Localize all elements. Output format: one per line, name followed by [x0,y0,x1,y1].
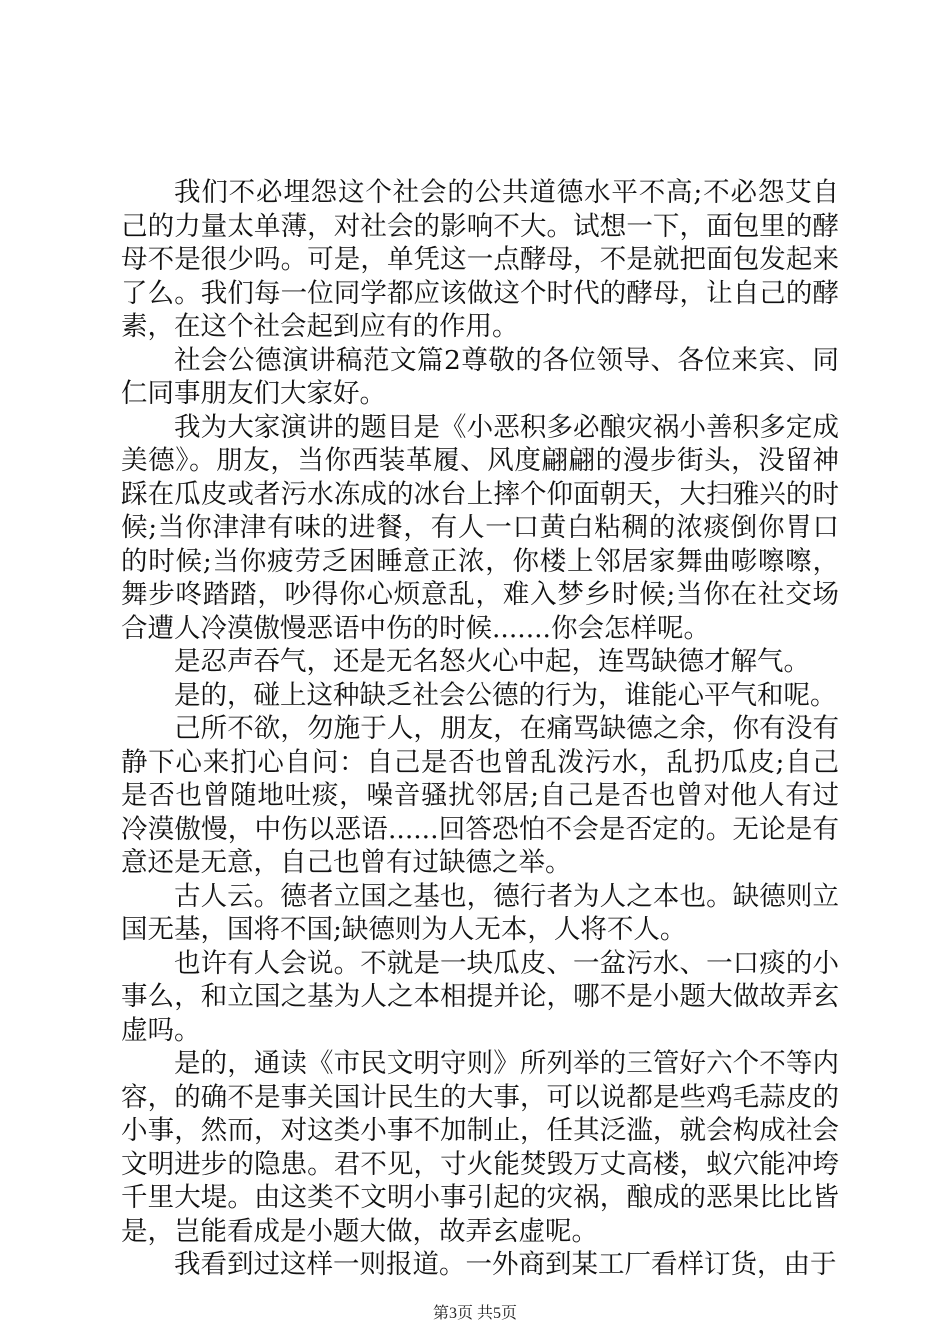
body-text [121,176,839,1282]
paragraph: 社会公德演讲稿范文篇2尊敬的各位领导、各位来宾、同仁同事朋友们大家好。 [121,344,839,409]
paragraph: 己所不欲，勿施于人，朋友，在痛骂缺德之余，你有没有静下心来扪心自问：自己是否也曾乱泼污水，乱扔瓜皮;自己是否也曾随地吐痰，噪音骚扰邻居;自己是否也曾对他人有过冷漠傲慢，中伤以恶语......回答恐怕不会是否定的。无论是有意还是无意，自己也曾有过缺德之举。 [121,713,839,878]
paragraph: 我为大家演讲的题目是《小恶积多必酿灾祸小善积多定成美德》。朋友，当你西装革履、风度翩翩的漫步街头，没留神踩在瓜皮或者污水冻成的冰台上摔个仰面朝天，大扫雅兴的时候;当你津津有味的进餐，有人一口黄白粘稠的浓痰倒你胃口的时候;当你疲劳乏困睡意正浓，你楼上邻居家舞曲嘭嚓嚓，舞步咚踏踏，吵得你心烦意乱，难入梦乡时候;当你在社交场合遭人冷漠傲慢恶语中伤的时候.......你会怎样呢。 [121,411,839,644]
paragraph: 是的，碰上这种缺乏社会公德的行为，谁能心平气和呢。 [174,679,837,711]
page-number-footer: 第3页 共5页 [432,1305,517,1322]
paragraph: 我看到过这样一则报道。一外商到某工厂看样订货，由于 [174,1249,837,1280]
paragraph: 是忍声吞气，还是无名怒火心中起，连骂缺德才解气。 [174,646,810,677]
paragraph: 也许有人会说。不就是一块瓜皮、一盆污水、一口痰的小事么，和立国之基为人之本相提并论，哪不是小题大做故弄玄虚吗。 [121,947,839,1046]
paragraph: 我们不必埋怨这个社会的公共道德水平不高;不必怨艾自己的力量太单薄，对社会的影响不大。试想一下，面包里的酵母不是很少吗。可是，单凭这一点酵母，不是就把面包发起来了么。我们每一位同学都应该做这个时代的酵母，让自己的酵素，在这个社会起到应有的作用。 [121,177,839,342]
paragraph: 是的，通读《市民文明守则》所列举的三管好六个不等内容，的确不是事关国计民生的大事，可以说都是些鸡毛蒜皮的小事，然而，对这类小事不加制止，任其泛滥，就会构成社会文明进步的隐患。君不见，寸火能焚毁万丈高楼，蚁穴能冲垮千里大堤。由这类不文明小事引起的灾祸，酿成的恶果比比皆是，岂能看成是小题大做，故弄玄虚呢。 [121,1048,839,1247]
paragraph: 古人云。德者立国之基也，德行者为人之本也。缺德则立国无基，国将不国;缺德则为人无本，人将不人。 [121,880,839,945]
